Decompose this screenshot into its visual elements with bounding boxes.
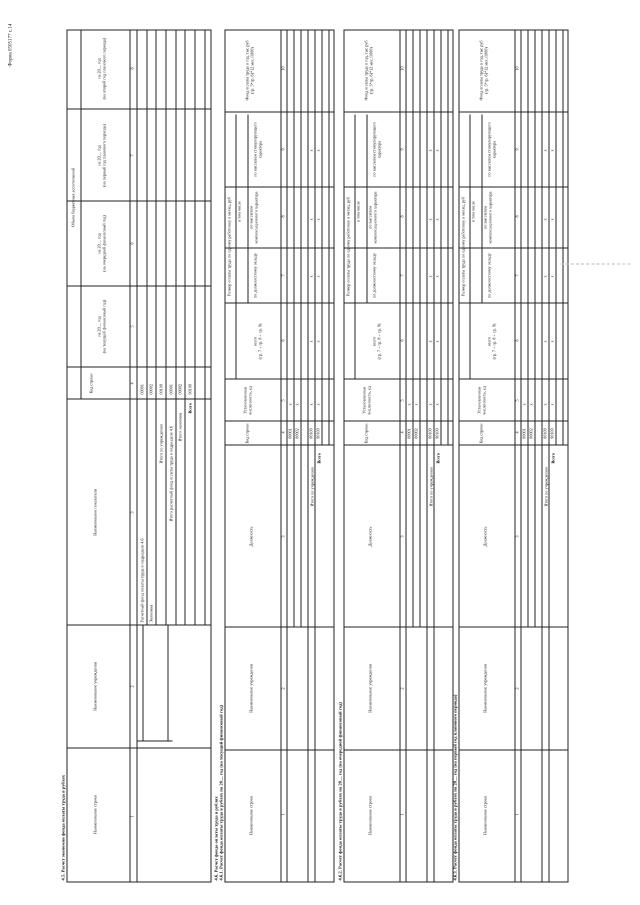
x-mark: x [413,403,419,406]
n46-8: 8 [399,215,405,218]
h46-official: по должностному окладу [252,253,258,299]
h45-indicator: Наименование показателя [92,489,98,536]
n46-6: 6 [280,339,286,342]
h46-name: Наименование строки [367,795,373,836]
n45-2: 2 [129,685,135,688]
n46-9: 9 [514,148,520,151]
r46-code1: 00001 [521,428,527,439]
h46-stim: по выплатам стимулирующего характера [486,122,497,177]
h46-total: всего (гр. 7 + гр. 8 + гр. 9) [371,323,382,360]
x-mark: x [427,218,433,221]
n46-5: 5 [399,399,405,402]
r46-code1: 00001 [287,428,293,439]
x-mark: x [549,340,555,343]
x-mark: x [308,149,314,152]
r45-5: Итого экономия [177,413,183,442]
r46-total-all-code: 90100 [549,428,555,439]
n46-10: 10 [280,66,286,71]
h46-fund: Фонд оплаты труда в год, тыс руб (гр. 5*гр. 6)*12 мес./1000) [363,40,374,101]
h46-fund: Фонд оплаты труда в год, тыс руб (гр. 5*гр. 6)*12 мес./1000) [478,40,489,101]
h46-institution: Наименование учреждения [367,664,373,713]
rotated-sheet [1,0,640,905]
x-mark: x [542,340,548,343]
h46-incl: в том числе [236,201,242,222]
h45-second: на 20__ год (на второй год планового периода) [96,37,107,100]
x-mark: x [308,218,314,221]
h46-institution: Наименование учреждения [248,664,254,713]
x-mark: x [427,149,433,152]
r45-2: Экономия [148,604,154,623]
table-461 [225,30,335,883]
h46-comp: по выплатам компенсационного характера [482,191,493,244]
x-mark: x [434,340,440,343]
r46-total-all-code: 90100 [315,428,321,439]
r45-4-code: 00001 [168,384,174,395]
h46-incl: в том числе [470,201,476,222]
x-mark: x [434,403,440,406]
x-mark: x [315,275,321,278]
h46-comp: по выплатам компенсационного характера [367,191,378,244]
h46-fund: Фонд оплаты труда в год, тыс руб (гр. 5*гр. 6)*12 мес./1000) [244,40,255,101]
h46-total: всего (гр. 7 + гр. 8 + гр. 9) [252,323,263,360]
h46-incl: в том числе [355,201,361,222]
n46-6: 6 [399,339,405,342]
n46-2: 2 [280,687,286,690]
n46-3: 3 [514,535,520,538]
r46-total-inst: Итого по учреждению [428,466,434,507]
n45-3: 3 [129,511,135,514]
x-mark: x [542,149,548,152]
n45-1: 1 [129,815,135,818]
n46-3: 3 [399,535,405,538]
n46-5: 5 [280,399,286,402]
table-462 [344,30,454,883]
h45-institution: Наименование учреждения [92,662,98,711]
x-mark: x [315,149,321,152]
r46-total-all: Всего [316,453,322,464]
h46-staff: Установленная численность, ед [476,386,487,415]
n46-1: 1 [514,813,520,816]
x-mark: x [434,149,440,152]
x-mark: x [542,218,548,221]
h46-name: Наименование строки [248,795,254,836]
x-mark: x [528,403,534,406]
n46-9: 9 [280,148,286,151]
n45-4: 4 [129,382,135,385]
form-code: Форма 0505177 с.14 [8,23,14,67]
x-mark: x [549,275,555,278]
x-mark: x [308,340,314,343]
h46-staff: Установленная численность, ед [242,386,253,415]
h45-next: на 20__ год (на очередной финансовый год) [96,215,107,272]
h45-name: Наименование строки [92,794,98,835]
n46-7: 7 [280,274,286,277]
r45-3: Итого по учреждению [158,423,164,464]
h46-name: Наименование строки [482,795,488,836]
x-mark: x [315,403,321,406]
r46-code2: 00002 [413,428,419,439]
n46-1: 1 [280,813,286,816]
n45-7: 7 [129,154,135,157]
h46-position: Должность [367,526,373,547]
r46-total-all: Всего [435,453,441,464]
r45-6: Всего [187,403,193,414]
h46-code: Код строки [478,423,484,444]
table-463 [459,30,569,883]
h45-first: на 20__ год (на первый год планового периода) [96,124,107,187]
x-mark: x [287,403,293,406]
x-mark: x [434,275,440,278]
r46-total-inst: Итого по учреждению [309,466,315,507]
x-mark: x [549,218,555,221]
r45-1-code: 00001 [139,384,145,395]
x-mark: x [542,403,548,406]
r46-total-inst-code: 00100 [427,428,433,439]
h46-code: Код строки [363,423,369,444]
x-mark: x [549,149,555,152]
n46-9: 9 [399,148,405,151]
n46-4: 4 [280,431,286,434]
section-463-title: 4.6.3. Расчет фонда оплаты труда в рублях на 20__ год (на первый год планового периода) [452,694,458,881]
h45-current: на 20__ год (на текущий финансовый год) [96,299,107,354]
h46-staff: Установленная численность, ед [361,386,372,415]
x-mark: x [315,218,321,221]
x-mark: x [315,340,321,343]
n46-8: 8 [280,215,286,218]
r45-2-code: 00002 [148,384,154,395]
r46-total-all: Всего [550,453,556,464]
n46-8: 8 [514,215,520,218]
n45-6: 6 [129,242,135,245]
r46-total-inst-code: 00100 [542,428,548,439]
h46-stim: по выплатам стимулирующего характера [371,122,382,177]
n46-2: 2 [514,687,520,690]
section-462-title: 4.6.2. Расчет фонда оплаты труда в рублях на 20__ год (на очередной финансовый год) [337,702,343,881]
x-mark: x [308,403,314,406]
r45-4: Итого расчетный фонд оплаты труда в подразделе 4.6 [168,425,174,522]
x-mark: x [542,275,548,278]
h46-position: Должность [248,526,254,547]
table-45 [67,30,212,883]
section-46-title: 4.6. Расчет фонда оплаты труда в рублях [213,796,219,881]
x-mark: x [406,403,412,406]
h46-stim: по выплатам стимулирующего характера [252,122,263,177]
section-461-title: 4.6.1. Расчет фонда оплаты труда в рублях на 20__ год (на текущий финансовый год) [218,705,224,881]
r45-3-code: 00100 [158,384,164,395]
n46-4: 4 [399,431,405,434]
n46-7: 7 [514,274,520,277]
h46-official: по должностному окладу [371,253,377,299]
h45-code: Код строки [88,373,94,394]
h46-institution: Наименование учреждения [482,664,488,713]
n45-8: 8 [129,67,135,70]
r46-total-inst-code: 00100 [308,428,314,439]
x-mark: x [427,403,433,406]
h46-salary: Размер оплаты труда по одному работнику в месяц, руб [460,196,466,297]
r46-code1: 00001 [406,428,412,439]
r46-total-inst: Итого по учреждению [543,466,549,507]
n46-5: 5 [514,399,520,402]
n46-6: 6 [514,339,520,342]
n46-3: 3 [280,535,286,538]
n46-10: 10 [399,66,405,71]
h46-comp: по выплатам компенсационного характера [248,191,259,244]
r45-6-code: 90100 [187,384,193,395]
n45-5: 5 [129,325,135,328]
scan-edge [561,264,631,265]
h46-official: по должностному окладу [486,253,492,299]
n46-4: 4 [514,431,520,434]
h46-total: всего (гр. 7 + гр. 8 + гр. 9) [486,323,497,360]
n46-7: 7 [399,274,405,277]
x-mark: x [427,275,433,278]
section-45-title: 4.5. Расчет экономии фонда оплаты труда в рублях [60,775,66,881]
x-mark: x [308,275,314,278]
h46-salary: Размер оплаты труда по одному работнику в месяц, руб [345,196,351,297]
h46-code: Код строки [244,423,250,444]
x-mark: x [294,403,300,406]
r46-code2: 00002 [528,428,534,439]
r45-1: Расчетный фонд оплаты труда в подразделе 4.6 [139,538,145,623]
h45-budget: Объем бюджетных ассигнований [70,167,76,228]
x-mark: x [434,218,440,221]
n46-1: 1 [399,813,405,816]
h46-position: Должность [482,526,488,547]
h46-salary: Размер оплаты труда по одному работнику в месяц, руб [226,196,232,297]
x-mark: x [521,403,527,406]
r46-total-all-code: 90100 [434,428,440,439]
x-mark: x [427,340,433,343]
r45-5-code: 00002 [177,384,183,395]
n46-2: 2 [399,687,405,690]
n46-10: 10 [514,66,520,71]
r46-code2: 00002 [294,428,300,439]
x-mark: x [549,403,555,406]
